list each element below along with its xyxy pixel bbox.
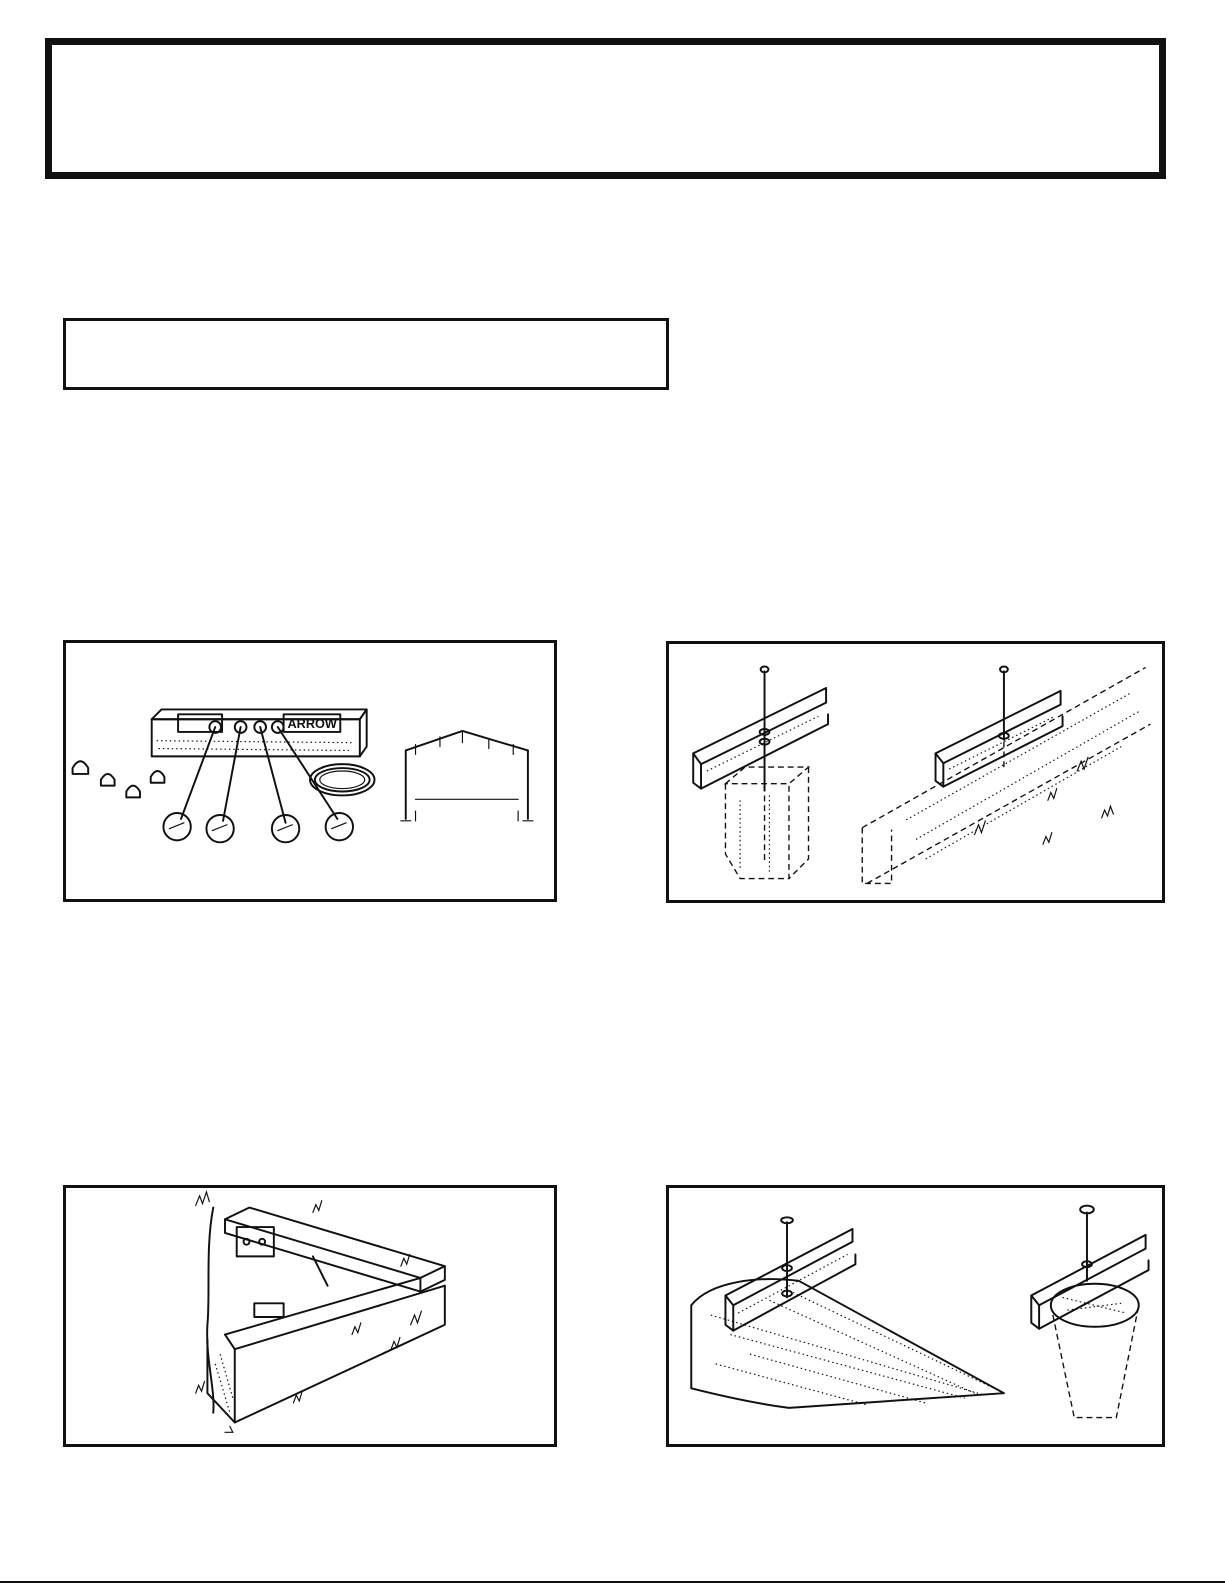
pier-channel-rail xyxy=(1031,1235,1148,1329)
cable-coil xyxy=(310,764,374,795)
wood-frame-illustration xyxy=(66,1188,554,1444)
slab-anchor-bolt xyxy=(781,1217,793,1297)
title-frame xyxy=(45,38,1166,179)
figure-concrete-slab-and-pier-anchoring xyxy=(666,1185,1165,1447)
auger-anchors xyxy=(163,721,353,842)
figure-wood-frame-corner xyxy=(63,1185,557,1447)
grass-tufts xyxy=(196,1192,422,1432)
figure-block-and-timber-anchoring xyxy=(666,641,1165,903)
cable-clamps xyxy=(73,761,165,797)
slab-pier-illustration xyxy=(669,1188,1162,1444)
left-anchor-bolt xyxy=(760,666,770,863)
timber-beam xyxy=(862,667,1150,883)
shed-frame-diagram xyxy=(401,731,533,821)
anchor-kit-illustration xyxy=(66,643,554,899)
frame-rails xyxy=(207,1208,444,1423)
concrete-pier xyxy=(1051,1284,1139,1418)
grass-tufts xyxy=(975,757,1114,844)
concrete-slab xyxy=(691,1279,1004,1408)
left-channel-rail xyxy=(693,688,828,789)
right-channel-rail xyxy=(936,691,1063,787)
kit-brand-text: ARROW xyxy=(287,717,337,732)
concrete-block xyxy=(725,767,808,878)
block-timber-illustration xyxy=(669,644,1162,900)
figure-anchor-kit xyxy=(63,640,557,902)
footer-rule xyxy=(0,1581,1225,1583)
section-heading-frame xyxy=(63,318,669,390)
